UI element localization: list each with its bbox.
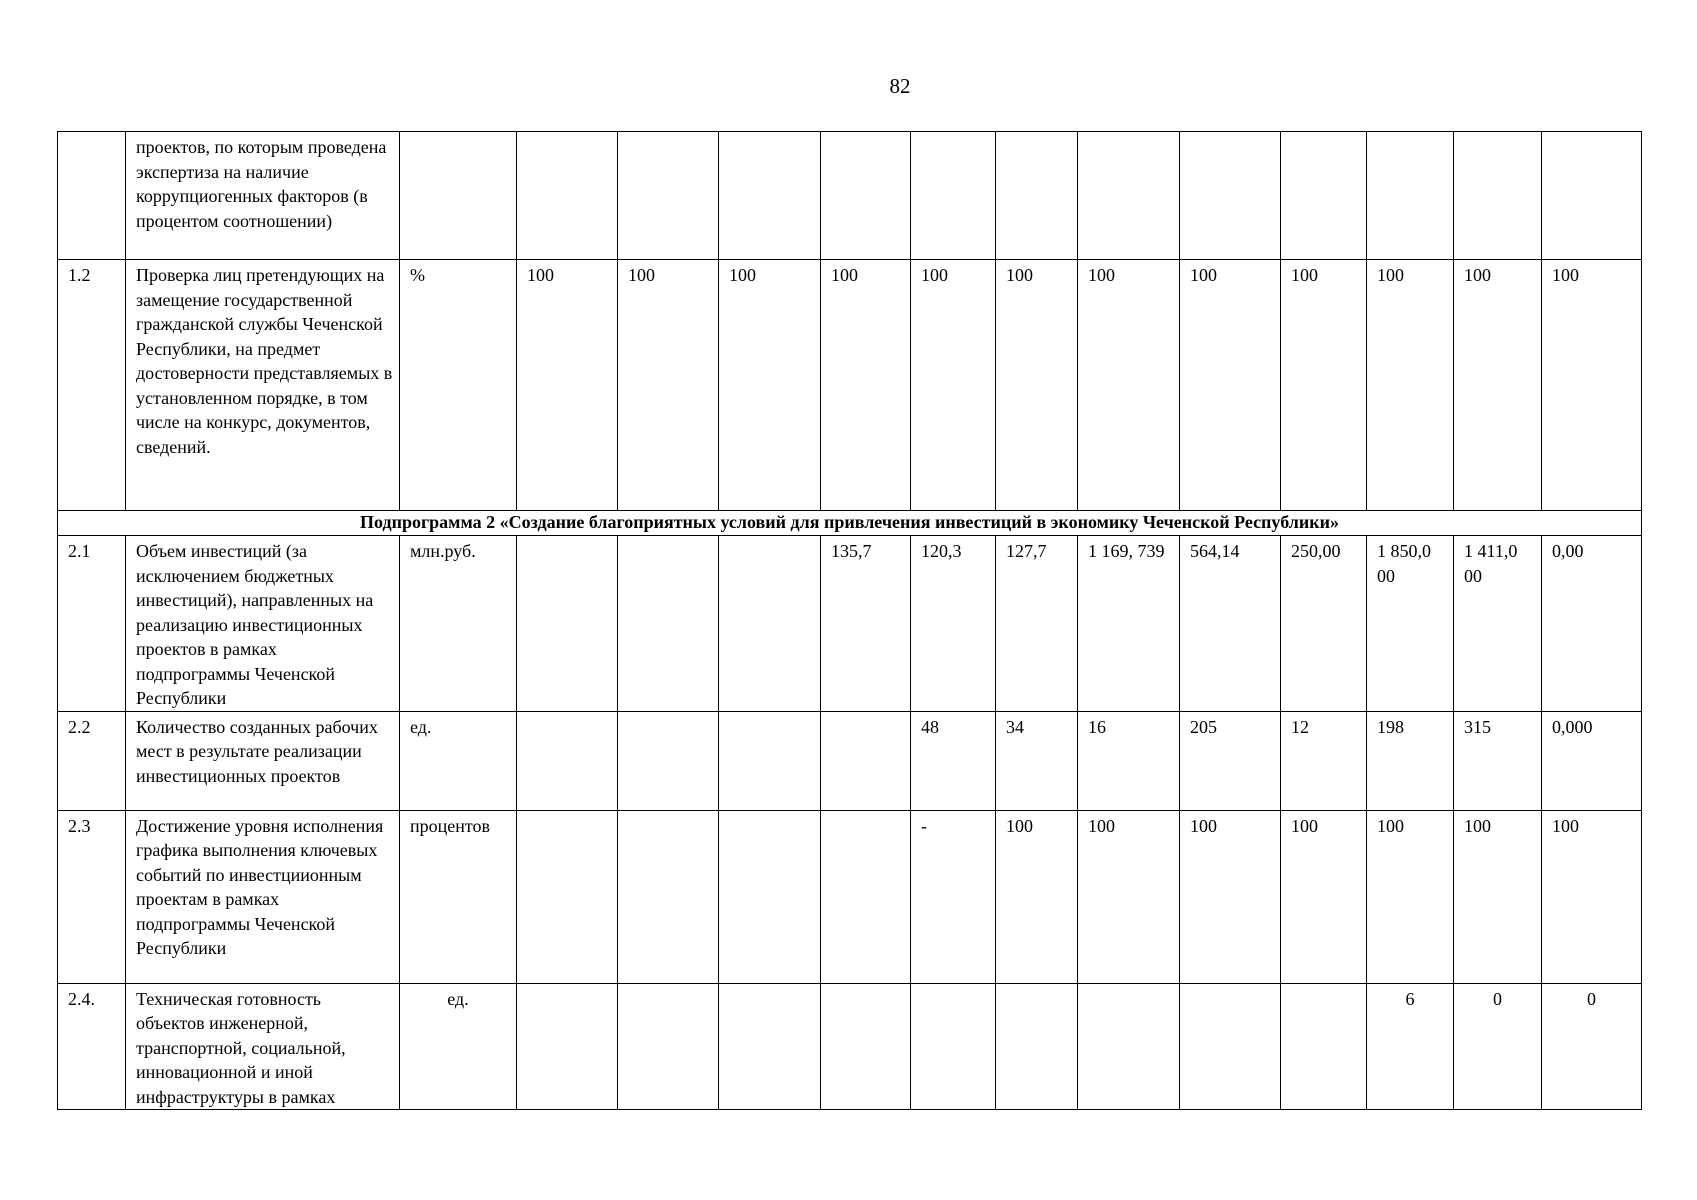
unit-cell: процентов [400, 810, 517, 983]
value-cell: 34 [996, 711, 1078, 810]
row-number: 1.2 [58, 260, 126, 511]
row-number: 2.4. [58, 983, 126, 1110]
row-number [58, 132, 126, 260]
table-row [58, 260, 1642, 511]
indicator-name: Техническая готовность объектов инженерной, транспортной, социальной, инновационной и иной инфраструктуры в рамках [126, 983, 400, 1110]
value-cell: 1 411,0 00 [1454, 536, 1542, 712]
value-cell: 100 [1367, 260, 1454, 511]
unit-cell: % [400, 260, 517, 511]
unit-cell: млн.руб. [400, 536, 517, 712]
value-cell: 100 [1367, 810, 1454, 983]
value-cell [1367, 132, 1454, 260]
table-row [58, 132, 1642, 260]
value-cell [996, 983, 1078, 1110]
value-cell: 0 [1454, 983, 1542, 1110]
value-cell: 0,000 [1542, 711, 1642, 810]
value-cell [719, 132, 821, 260]
value-cell [996, 132, 1078, 260]
value-cell: 0 [1542, 983, 1642, 1110]
value-cell [517, 810, 618, 983]
value-cell [618, 983, 719, 1110]
table-body [58, 132, 1642, 1110]
value-cell: 100 [996, 810, 1078, 983]
table-row [58, 983, 1642, 1110]
value-cell: 100 [719, 260, 821, 511]
value-cell [1180, 132, 1281, 260]
value-cell: 100 [618, 260, 719, 511]
value-cell [1281, 132, 1367, 260]
row-number: 2.3 [58, 810, 126, 983]
value-cell: 100 [1281, 810, 1367, 983]
value-cell [821, 711, 911, 810]
value-cell: 16 [1078, 711, 1180, 810]
unit-cell [400, 132, 517, 260]
table-row [58, 536, 1642, 712]
value-cell: 198 [1367, 711, 1454, 810]
table-row [58, 810, 1642, 983]
value-cell: 100 [1542, 810, 1642, 983]
value-cell [618, 810, 719, 983]
value-cell: 1 850,0 00 [1367, 536, 1454, 712]
unit-cell: ед. [400, 711, 517, 810]
indicator-name: проектов, по которым проведена экспертиза на наличие коррупциогенных факторов (в процентом соотношении) [126, 132, 400, 260]
indicators-table [57, 131, 1642, 1110]
value-cell: 127,7 [996, 536, 1078, 712]
value-cell: 100 [1454, 810, 1542, 983]
value-cell: 100 [911, 260, 996, 511]
table-row [58, 711, 1642, 810]
value-cell [618, 711, 719, 810]
value-cell: 205 [1180, 711, 1281, 810]
value-cell: 250,00 [1281, 536, 1367, 712]
value-cell: 100 [1180, 260, 1281, 511]
indicator-name: Количество созданных рабочих мест в результате реализации инвестиционных проектов [126, 711, 400, 810]
value-cell [517, 711, 618, 810]
value-cell [517, 536, 618, 712]
indicator-name: Проверка лиц претендующих на замещение государственной гражданской службы Чеченской Республики, на предмет достоверности представляемых в установленном порядке, в том числе на конкурс, документов, сведений. [126, 260, 400, 511]
unit-cell: ед. [400, 983, 517, 1110]
value-cell [1542, 132, 1642, 260]
value-cell: - [911, 810, 996, 983]
value-cell: 0,00 [1542, 536, 1642, 712]
value-cell [517, 983, 618, 1110]
value-cell [1078, 132, 1180, 260]
value-cell: 100 [1281, 260, 1367, 511]
value-cell: 564,14 [1180, 536, 1281, 712]
value-cell [1180, 983, 1281, 1110]
value-cell [911, 983, 996, 1110]
value-cell [821, 132, 911, 260]
value-cell [517, 132, 618, 260]
value-cell: 100 [1180, 810, 1281, 983]
value-cell [821, 983, 911, 1110]
value-cell: 100 [996, 260, 1078, 511]
section-heading: Подпрограмма 2 «Создание благоприятных условий для привлечения инвестиций в экономику Чеченской Республики» [58, 511, 1642, 536]
value-cell [618, 536, 719, 712]
value-cell [719, 983, 821, 1110]
indicator-name: Объем инвестиций (за исключением бюджетных инвестиций), направленных на реализацию инвестиционных проектов в рамках подпрограммы Чеченской Республики [126, 536, 400, 712]
value-cell: 100 [1078, 260, 1180, 511]
value-cell [719, 711, 821, 810]
indicator-name: Достижение уровня исполнения графика выполнения ключевых событий по инвестциионным проектам в рамках подпрограммы Чеченской Республики [126, 810, 400, 983]
value-cell: 135,7 [821, 536, 911, 712]
value-cell: 100 [1542, 260, 1642, 511]
value-cell [719, 536, 821, 712]
value-cell: 6 [1367, 983, 1454, 1110]
value-cell: 100 [1078, 810, 1180, 983]
value-cell [618, 132, 719, 260]
value-cell [1454, 132, 1542, 260]
row-number: 2.2 [58, 711, 126, 810]
value-cell: 48 [911, 711, 996, 810]
value-cell: 100 [517, 260, 618, 511]
value-cell: 100 [821, 260, 911, 511]
value-cell: 100 [1454, 260, 1542, 511]
page-number: 82 [889, 74, 911, 98]
value-cell: 315 [1454, 711, 1542, 810]
value-cell [821, 810, 911, 983]
value-cell [1281, 983, 1367, 1110]
value-cell [911, 132, 996, 260]
value-cell: 12 [1281, 711, 1367, 810]
value-cell [719, 810, 821, 983]
row-number: 2.1 [58, 536, 126, 712]
section-row [58, 511, 1642, 536]
value-cell: 120,3 [911, 536, 996, 712]
value-cell [1078, 983, 1180, 1110]
value-cell: 1 169, 739 [1078, 536, 1180, 712]
